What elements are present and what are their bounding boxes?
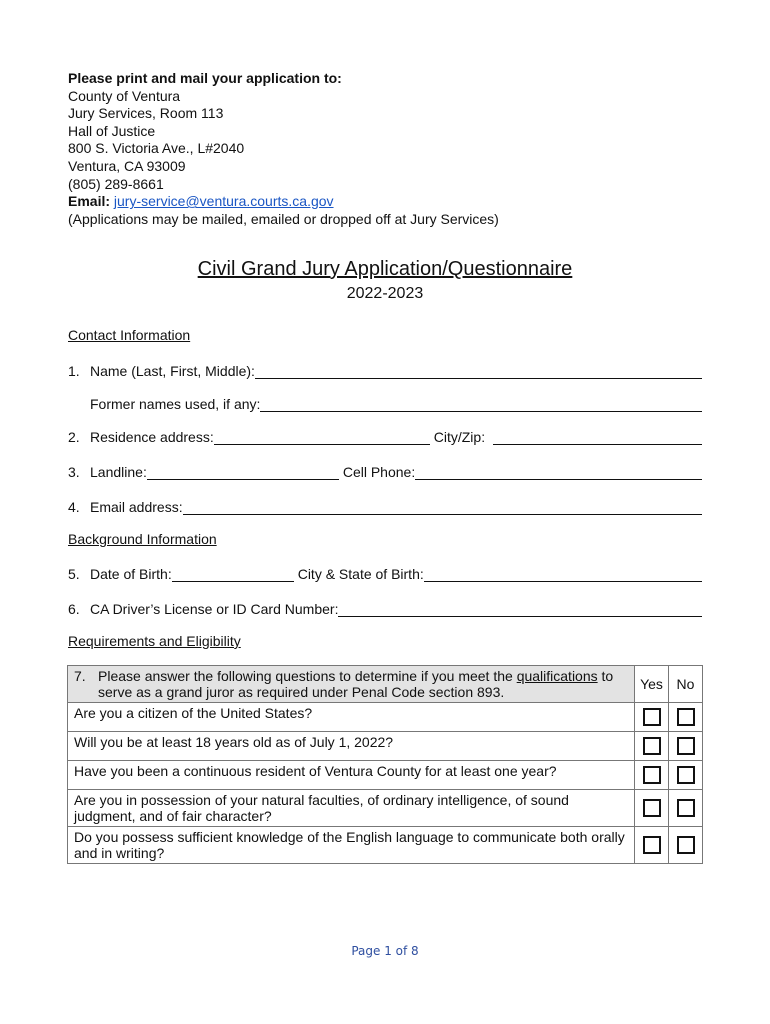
- phone-row: [68, 460, 702, 480]
- address-line: Hall of Justice: [68, 122, 156, 139]
- license-field[interactable]: [338, 600, 702, 617]
- question-header-text: Please answer the following questions to determine if you meet the qualifications to serve as a grand juror as required under Penal Code section 893.: [98, 668, 614, 700]
- table-row: [68, 732, 703, 761]
- table-header-row: [68, 666, 703, 703]
- residence-label: Residence address:: [90, 429, 214, 445]
- name-row: [68, 359, 702, 379]
- yes-checkbox[interactable]: [643, 737, 661, 755]
- yes-checkbox[interactable]: [643, 766, 661, 784]
- no-checkbox[interactable]: [677, 799, 695, 817]
- item-number: 2.: [68, 429, 80, 445]
- email-row: [68, 495, 702, 515]
- address-line: County of Ventura: [68, 87, 181, 104]
- no-checkbox[interactable]: [677, 708, 695, 726]
- dob-label: Date of Birth:: [90, 566, 172, 582]
- background-section-heading: Background Information: [68, 531, 217, 547]
- phone-number: (805) 289-8661: [68, 175, 164, 192]
- license-label: CA Driver’s License or ID Card Number:: [90, 601, 339, 617]
- item-number: 3.: [68, 464, 80, 480]
- yes-checkbox[interactable]: [643, 836, 661, 854]
- city-zip-label: City/Zip:: [433, 429, 486, 445]
- no-checkbox[interactable]: [677, 737, 695, 755]
- item-number: 5.: [68, 566, 80, 582]
- table-row: [68, 827, 703, 864]
- yes-checkbox[interactable]: [643, 708, 661, 726]
- yes-checkbox[interactable]: [643, 799, 661, 817]
- qualifications-link[interactable]: qualifications: [516, 668, 598, 684]
- no-checkbox[interactable]: [677, 766, 695, 784]
- question-header-cell: [68, 666, 635, 703]
- question-text: Will you be at least 18 years old as of July 1, 2022?: [68, 732, 635, 761]
- mailing-address-block: [68, 70, 499, 228]
- eligibility-table: [67, 665, 703, 864]
- email-link[interactable]: jury-service@ventura.courts.ca.gov: [113, 193, 334, 210]
- email-address-label: Email address:: [90, 499, 183, 515]
- no-checkbox[interactable]: [677, 836, 695, 854]
- email-label: Email:: [68, 193, 111, 210]
- table-row: [68, 761, 703, 790]
- mailing-note: (Applications may be mailed, emailed or dropped off at Jury Services): [68, 210, 499, 227]
- email-address-field[interactable]: [183, 498, 702, 515]
- name-label: Name (Last, First, Middle):: [90, 363, 255, 379]
- yes-header: Yes: [635, 666, 669, 703]
- license-row: [68, 597, 702, 617]
- document-year: 2022-2023: [346, 285, 424, 302]
- page-number: Page 1 of 8: [351, 944, 419, 958]
- former-names-row: [68, 392, 702, 412]
- birthplace-label: City & State of Birth:: [297, 566, 424, 582]
- table-row: [68, 790, 703, 827]
- contact-section-heading: Contact Information: [68, 327, 191, 343]
- item-number: 4.: [68, 499, 80, 515]
- residence-field[interactable]: [214, 428, 430, 445]
- dob-field[interactable]: [172, 565, 294, 582]
- city-zip-field[interactable]: [493, 428, 702, 445]
- former-names-field[interactable]: [260, 395, 702, 412]
- email-line: [68, 193, 499, 211]
- address-line: 800 S. Victoria Ave., L#2040: [68, 140, 245, 157]
- birthplace-field[interactable]: [424, 565, 702, 582]
- document-title: Civil Grand Jury Application/Questionnaire: [197, 258, 573, 280]
- question-text: Are you a citizen of the United States?: [68, 703, 635, 732]
- item-number: 7.: [74, 668, 86, 684]
- cell-phone-label: Cell Phone:: [342, 464, 416, 480]
- table-row: [68, 703, 703, 732]
- name-field[interactable]: [255, 362, 702, 379]
- cell-phone-field[interactable]: [415, 463, 702, 480]
- birth-row: [68, 562, 702, 582]
- item-number: 6.: [68, 601, 80, 617]
- question-text: Are you in possession of your natural faculties, of ordinary intelligence, of sound judgment, and of fair character?: [68, 790, 635, 827]
- question-text: Have you been a continuous resident of Ventura County for at least one year?: [68, 761, 635, 790]
- landline-field[interactable]: [147, 463, 339, 480]
- former-names-label: Former names used, if any:: [90, 396, 261, 412]
- no-header: No: [669, 666, 703, 703]
- item-number: 1.: [68, 363, 80, 379]
- address-line: Jury Services, Room 113: [68, 105, 224, 122]
- question-text: Do you possess sufficient knowledge of the English language to communicate both orally and in writing?: [68, 827, 635, 864]
- landline-label: Landline:: [90, 464, 147, 480]
- mailing-heading: Please print and mail your application to:: [68, 70, 342, 86]
- residence-row: [68, 425, 702, 445]
- requirements-section-heading: Requirements and Eligibility: [68, 633, 241, 649]
- address-line: Ventura, CA 93009: [68, 157, 186, 174]
